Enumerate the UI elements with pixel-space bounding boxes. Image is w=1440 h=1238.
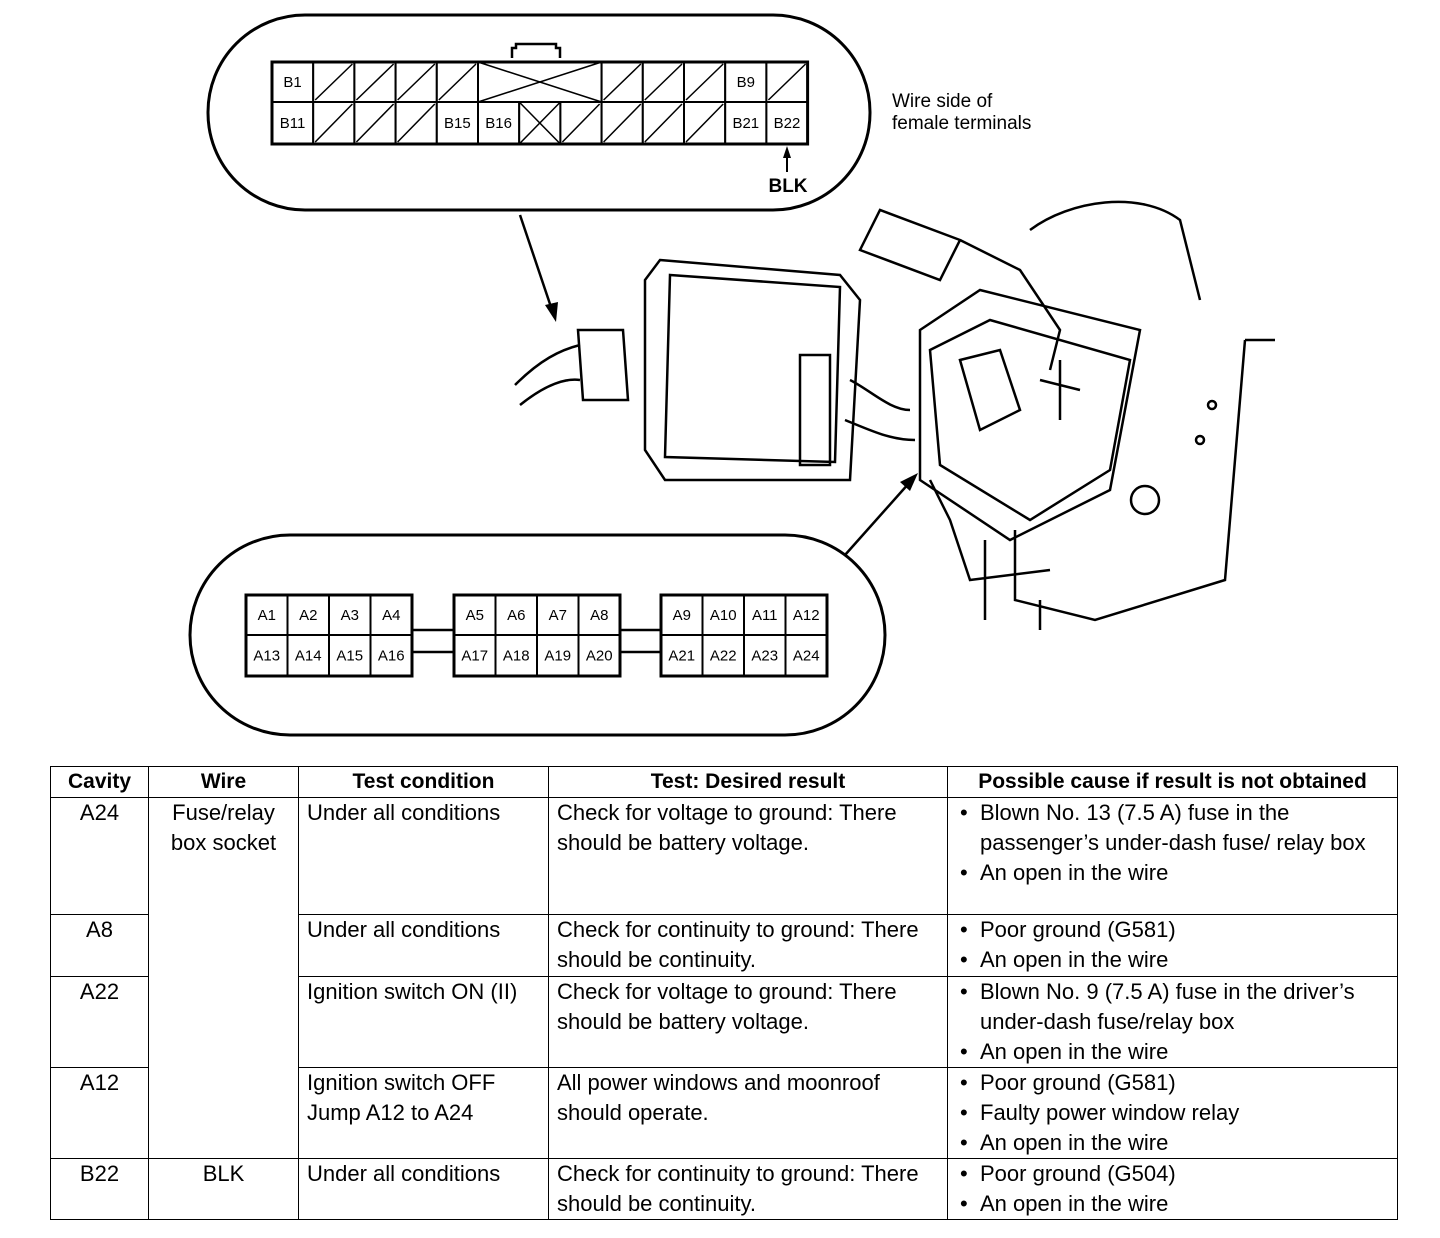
wire-cell: Fuse/relay box socket — [149, 798, 299, 1159]
result-cell: Check for continuity to ground: There should be continuity. — [549, 1159, 948, 1220]
cavity-cell: A8 — [51, 915, 149, 977]
cavity-label: A9 — [672, 607, 691, 624]
condition-cell: Under all conditions — [299, 1159, 549, 1220]
cause-cell — [948, 1068, 1398, 1159]
pointer-arrow-a — [845, 482, 910, 555]
cause-item: • Faulty power window relay — [972, 1098, 1389, 1128]
connector-b — [272, 62, 808, 144]
cavity-label: A20 — [585, 647, 613, 665]
header-test-condition: Test condition — [299, 767, 549, 798]
cavity-cell: A24 — [51, 798, 149, 915]
table-row — [51, 798, 1398, 915]
cause-item: • Blown No. 9 (7.5 A) fuse in the driver’s under-dash fuse/relay box — [972, 977, 1389, 1037]
cavity-cell: B22 — [51, 1159, 149, 1220]
control-unit-illustration — [515, 202, 1275, 630]
caption-line2: female terminals — [892, 113, 1032, 134]
header-desired-result: Test: Desired result — [549, 767, 948, 798]
cavity-label: B22 — [773, 115, 801, 132]
cavity-label: A15 — [336, 647, 364, 665]
cavity-label: B1 — [283, 74, 302, 91]
cavity-label: A8 — [590, 607, 609, 624]
cavity-label: B21 — [732, 115, 760, 132]
cavity-label: A12 — [792, 607, 820, 624]
cavity-label: A7 — [548, 607, 567, 624]
cause-item: • Poor ground (G504) — [972, 1159, 1389, 1189]
cavity-label: B15 — [444, 115, 471, 132]
condition-cell: Under all conditions — [299, 798, 549, 915]
pointer-arrow-b — [520, 215, 552, 310]
arrow-head-icon — [545, 302, 558, 322]
cavity-label: A14 — [294, 647, 322, 665]
condition-cell: Ignition switch ON (II) — [299, 977, 549, 1068]
cavity-cell: A12 — [51, 1068, 149, 1159]
cavity-label: A16 — [377, 647, 405, 665]
cause-item: • Poor ground (G581) — [972, 915, 1389, 945]
cavity-label: A17 — [461, 647, 489, 665]
header-wire: Wire — [149, 767, 299, 798]
cavity-label: A13 — [253, 647, 281, 665]
cavity-label: A4 — [382, 607, 401, 624]
cause-item: • An open in the wire — [972, 858, 1389, 888]
caption-line1: Wire side of — [892, 91, 993, 112]
result-cell: Check for voltage to ground: There should be battery voltage. — [549, 798, 948, 915]
cavity-label: A5 — [465, 607, 484, 624]
cause-item: • Blown No. 13 (7.5 A) fuse in the passenger’s under-dash fuse/ relay box — [972, 798, 1389, 858]
cavity-label: B11 — [279, 115, 306, 132]
cause-cell — [948, 915, 1398, 977]
troubleshooting-table — [50, 766, 1398, 1220]
arrow-head-icon — [783, 146, 791, 158]
cause-item: • An open in the wire — [972, 1037, 1389, 1067]
table-header-row — [51, 767, 1398, 798]
condition-cell: Ignition switch OFF Jump A12 to A24 — [299, 1068, 549, 1159]
cavity-label: B16 — [485, 115, 512, 132]
cavity-label: A2 — [299, 607, 318, 624]
wire-cell: BLK — [149, 1159, 299, 1220]
cavity-label: B9 — [736, 74, 755, 91]
cause-item: • Poor ground (G581) — [972, 1068, 1389, 1098]
cavity-cell: A22 — [51, 977, 149, 1068]
cavity-label: A22 — [709, 647, 737, 665]
cavity-label: A11 — [751, 607, 778, 624]
cavity-label: A1 — [257, 607, 276, 624]
connector-b-latch — [512, 44, 560, 58]
condition-cell: Under all conditions — [299, 915, 549, 977]
header-possible-cause: Possible cause if result is not obtained — [948, 767, 1398, 798]
cavity-label: A19 — [544, 647, 572, 665]
cavity-label: A18 — [502, 647, 530, 665]
arrow-head-icon — [900, 473, 918, 491]
blk-label: BLK — [768, 176, 808, 197]
cause-cell — [948, 1159, 1398, 1220]
cavity-label: A24 — [792, 647, 820, 665]
cause-item: • An open in the wire — [972, 1189, 1389, 1219]
result-cell: Check for voltage to ground: There should be battery voltage. — [549, 977, 948, 1068]
cause-cell — [948, 798, 1398, 915]
cavity-label: A23 — [751, 647, 779, 665]
cavity-label: A6 — [507, 607, 526, 624]
result-cell: All power windows and moonroof should operate. — [549, 1068, 948, 1159]
result-cell: Check for continuity to ground: There should be continuity. — [549, 915, 948, 977]
header-cavity: Cavity — [51, 767, 149, 798]
cause-cell — [948, 977, 1398, 1068]
cavity-label: A3 — [340, 607, 359, 624]
table-row — [51, 1159, 1398, 1220]
cavity-label: A21 — [668, 647, 696, 665]
cause-item: • An open in the wire — [972, 945, 1389, 975]
cavity-label: A10 — [709, 607, 737, 624]
connector-a — [246, 595, 827, 676]
cause-item: • An open in the wire — [972, 1128, 1389, 1158]
